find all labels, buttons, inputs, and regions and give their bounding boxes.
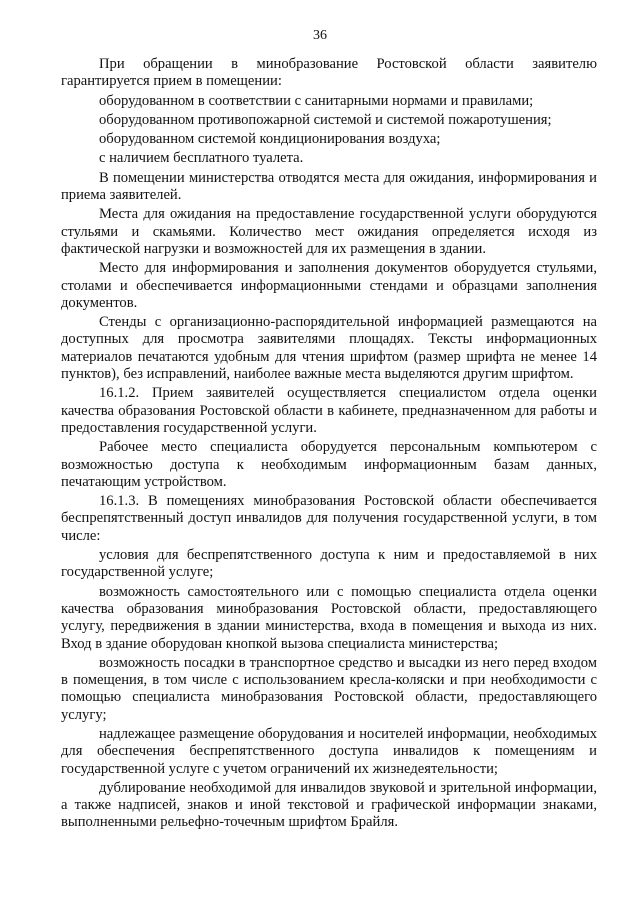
list-item-sanitary: оборудованном в соответствии с санитарными нормами и правилами; <box>99 92 534 109</box>
paragraph-16-1-3: 16.1.3. В помещениях минобразования Ростовской области обеспечивается беспрепятственный доступ инвалидов для получения государственной услуги, в том числе: <box>61 493 597 544</box>
list-item-transport: возможность посадки в транспортное средство и высадки из него перед входом в помещения, в том числе с использованием кресла-коляски и при необходимости с помощью специалиста минобразования Ростовской области, предоставляющего услугу; <box>61 654 597 723</box>
list-item-toilet: с наличием бесплатного туалета. <box>99 150 304 167</box>
paragraph-waiting-areas: В помещении министерства отводятся места для ожидания, информирования и приема заявителей. <box>61 169 597 204</box>
page-number: 36 <box>313 28 327 43</box>
list-item-access-conditions: условия для беспрепятственного доступа к ним и предоставляемой в них государственной услуге; <box>61 547 597 581</box>
list-item-braille: дублирование необходимой для инвалидов звуковой и зрительной информации, а также надписей, знаков и иной текстовой и графической информации знаками, выполненными рельефно-точечным шрифтом Брайля. <box>61 779 597 831</box>
paragraph-premises-guarantee: При обращении в минобразование Ростовской области заявителю гарантируется прием в помещении: <box>61 56 597 90</box>
list-item-air-conditioning: оборудованном системой кондиционирования воздуха; <box>99 131 441 148</box>
document-body <box>61 56 597 834</box>
list-item-fire-safety: оборудованном противопожарной системой и системой пожаротушения; <box>99 111 552 128</box>
list-item-equipment: надлежащее размещение оборудования и носителей информации, необходимых для обеспечения беспрепятственного доступа инвалидов к помещениям и государственной услуге с учетом ограничений их жизнедеятельности; <box>61 725 597 777</box>
list-item-movement: возможность самостоятельного или с помощью специалиста отдела оценки качества образования минобразования Ростовской области, предоставляющего услугу, передвижения в здании министерства, входа в помещения и выхода из них. Вход в здание оборудован кнопкой вызова специалиста министерства; <box>61 583 597 652</box>
paragraph-waiting-seats: Места для ожидания на предоставление государственной услуги оборудуются стульями и скамьями. Количество мест ожидания определяется исходя из фактической нагрузки и возможностей для их размещения в здании. <box>61 206 597 257</box>
paragraph-info-stands: Стенды с организационно-распорядительной информацией размещаются на доступных для просмотра заявителями площадях. Тексты информационных материалов печатаются удобным для чтения шрифтом (размер шрифта не менее 14 пунктов), без исправлений, наиболее важные места выделяются другим шрифтом. <box>61 314 597 383</box>
paragraph-workplace: Рабочее место специалиста оборудуется персональным компьютером с возможностью доступа к необходимым информационным базам данных, печатающим устройством. <box>61 439 597 490</box>
paragraph-info-place: Место для информирования и заполнения документов оборудуется стульями, столами и обеспечивается информационными стендами и образцами заполнения документов. <box>61 260 597 311</box>
paragraph-16-1-2: 16.1.2. Прием заявителей осуществляется специалистом отдела оценки качества образования Ростовской области в кабинете, предназначенном для работы и предоставления государственной услуги. <box>61 385 597 436</box>
